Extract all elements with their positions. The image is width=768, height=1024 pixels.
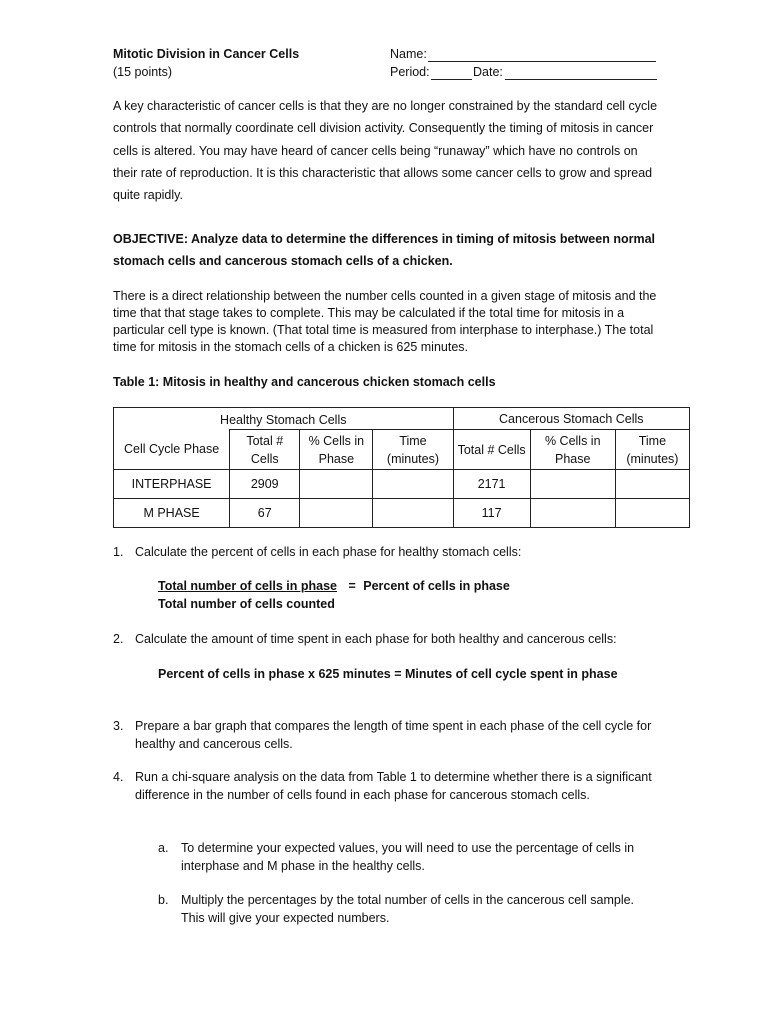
table-group-header-row: [114, 408, 690, 430]
name-blank-line: [428, 61, 656, 62]
cell-healthy-total: 67: [230, 499, 300, 528]
col-header-healthy-time: Time (minutes): [373, 430, 453, 470]
subquestion-letter: b.: [158, 893, 169, 907]
cell-cancer-percent[interactable]: [530, 499, 615, 528]
cell-cancer-percent[interactable]: [530, 470, 615, 499]
subquestion-text: To determine your expected values, you will need to use the percentage of cells in interphase and M phase in the healthy cells.: [181, 841, 635, 873]
question-number: 4.: [113, 770, 124, 784]
col-header-cancer-time: Time (minutes): [615, 430, 689, 470]
table-caption: Table 1: Mitosis in healthy and cancerous chicken stomach cells: [113, 375, 496, 389]
cell-healthy-percent[interactable]: [300, 470, 373, 499]
formula-equals: =: [348, 579, 356, 593]
table-column-header-row: [114, 430, 690, 470]
time-formula: Percent of cells in phase x 625 minutes = Minutes of cell cycle spent in phase: [158, 667, 618, 681]
cell-cancer-total: 117: [453, 499, 530, 528]
cell-cancer-time[interactable]: [615, 470, 689, 499]
question-text: Prepare a bar graph that compares the length of time spent in each phase of the cell cycle for healthy and cancerous cells.: [135, 719, 652, 751]
name-label: Name:: [390, 47, 427, 61]
date-blank-line: [505, 79, 657, 80]
col-header-cancer-percent: % Cells in Phase: [530, 430, 615, 470]
percent-formula: [158, 577, 510, 613]
subquestion-text: Multiply the percentages by the total number of cells in the cancerous cell sample. This will give your expected numbers.: [181, 893, 635, 925]
col-header-healthy-percent: % Cells in Phase: [300, 430, 373, 470]
period-blank-line: [431, 79, 472, 80]
col-header-cancer-total: Total # Cells: [453, 430, 530, 470]
subquestion-letter: a.: [158, 841, 169, 855]
question-text: Run a chi-square analysis on the data from Table 1 to determine whether there is a significant difference in the number of cells found in each phase for cancerous stomach cells.: [135, 770, 652, 802]
question-text: Calculate the percent of cells in each phase for healthy stomach cells:: [135, 545, 522, 559]
question-number: 1.: [113, 545, 124, 559]
healthy-group-header: Healthy Stomach Cells: [114, 408, 454, 430]
question-3: [113, 717, 653, 753]
question-1: [113, 543, 653, 561]
cell-cancer-total: 2171: [453, 470, 530, 499]
question-text: Calculate the amount of time spent in each phase for both healthy and cancerous cells:: [135, 632, 617, 646]
row-phase-m-phase: M PHASE: [114, 499, 230, 528]
table-row: [114, 499, 690, 528]
objective-paragraph: OBJECTIVE: Analyze data to determine the differences in timing of mitosis between normal stomach cells and cancerous stomach cells of a chicken.: [113, 232, 655, 269]
intro-paragraph: A key characteristic of cancer cells is that they are no longer constrained by the standard cell cycle controls that normally coordinate cell division activity. Consequently the timing of mitosis in cancer cells is altered. You may have heard of cancer cells being “runaway” which have no controls on their rate of reproduction. It is this characteristic that allows some cancer cells to grow and spread quite rapidly.: [113, 99, 658, 203]
question-number: 2.: [113, 632, 124, 646]
question-2: [113, 630, 653, 648]
cell-healthy-time[interactable]: [373, 470, 453, 499]
points-label: (15 points): [113, 65, 173, 79]
subquestion-b: [158, 891, 658, 927]
mitosis-data-table: [113, 407, 690, 528]
date-label: Date:: [473, 65, 503, 79]
col-header-phase: Cell Cycle Phase: [114, 430, 230, 470]
question-number: 3.: [113, 719, 124, 733]
relationship-paragraph: There is a direct relationship between the number cells counted in a given stage of mitosis and the time that that stage takes to complete. This may be calculated if the total time for mitosis in a particular cell type is known. (That total time is measured from interphase to interphase.) The total time for mitosis in the stomach cells of a chicken is 625 minutes.: [113, 289, 657, 354]
cancer-group-header: Cancerous Stomach Cells: [453, 408, 689, 430]
formula-denominator: Total number of cells counted: [158, 597, 335, 611]
table-row: [114, 470, 690, 499]
formula-numerator: Total number of cells in phase: [158, 579, 337, 593]
question-4: [113, 768, 653, 822]
row-phase-interphase: INTERPHASE: [114, 470, 230, 499]
subquestion-a: [158, 839, 658, 875]
name-field[interactable]: [390, 47, 656, 65]
cell-cancer-time[interactable]: [615, 499, 689, 528]
cell-healthy-percent[interactable]: [300, 499, 373, 528]
date-field[interactable]: [473, 65, 657, 83]
period-label: Period:: [390, 65, 430, 79]
cell-healthy-time[interactable]: [373, 499, 453, 528]
worksheet-title: Mitotic Division in Cancer Cells: [113, 47, 300, 61]
formula-result: Percent of cells in phase: [363, 579, 510, 593]
col-header-healthy-total: Total # Cells: [230, 430, 300, 470]
cell-healthy-total: 2909: [230, 470, 300, 499]
